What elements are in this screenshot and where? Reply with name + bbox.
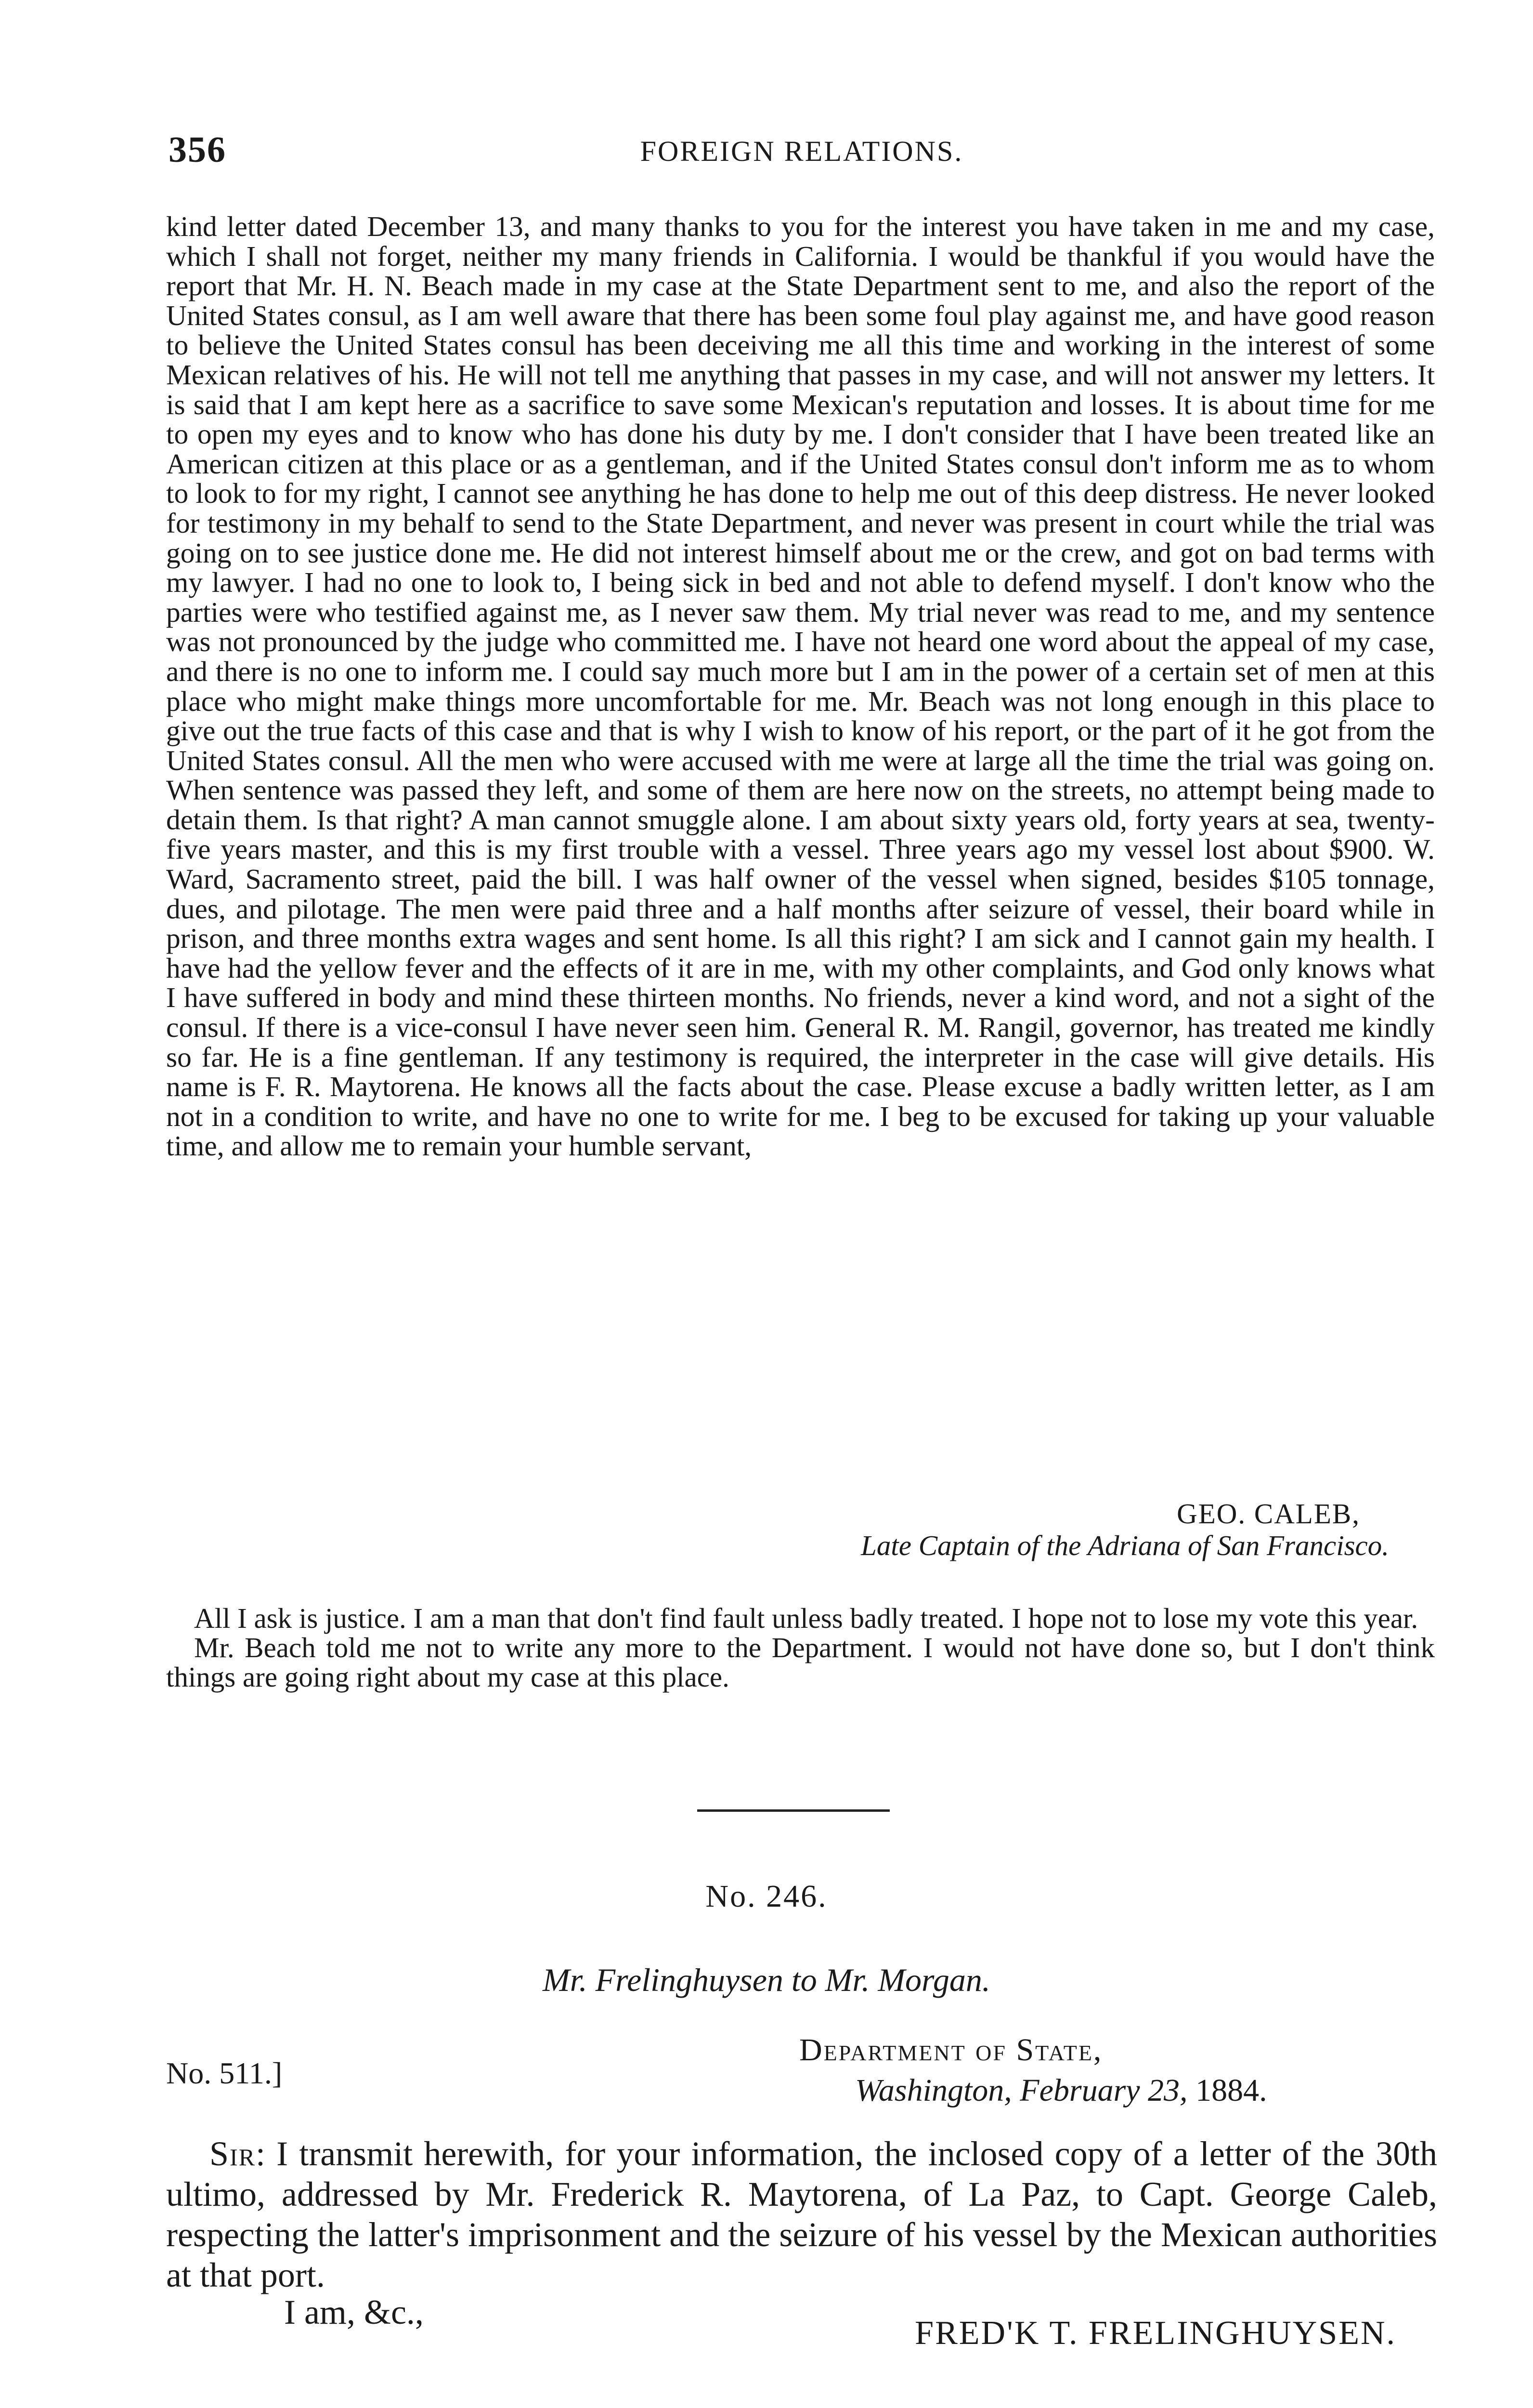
- salutation: Sir: [209, 2134, 256, 2173]
- postscript-paragraph: Mr. Beach told me not to write any more to the Department. I would not have done so, but I don't think things are going right about my case at this place.: [166, 1632, 1435, 1693]
- document-heading: Mr. Frelinghuysen to Mr. Morgan.: [543, 1962, 990, 1998]
- running-title: FOREIGN RELATIONS.: [640, 135, 963, 167]
- letter-signer: GEO. CALEB,: [1177, 1498, 1360, 1530]
- dispatch-paragraph: [166, 2133, 1437, 2295]
- dateline: [799, 2030, 1401, 2111]
- running-head: [169, 129, 1435, 172]
- section-divider: [697, 1809, 890, 1812]
- dateline-place: Washington, February 23,: [855, 2073, 1188, 2108]
- dispatch-text: : I transmit herewith, for your information, the inclosed copy of a letter of the 30th ultimo, addressed by Mr. Frederick R. Maytorena, of La Paz, to Capt. George Caleb, respecting the latter's imprisonment and the seizure of his vessel by the Mexican authorities at that port.: [166, 2134, 1437, 2294]
- dispatch-closing: I am, &c.,: [284, 2293, 424, 2331]
- page-number: 356: [169, 130, 226, 170]
- letter-paragraph: kind letter dated December 13, and many thanks to you for the interest you have taken in me and my case, which I shall not forget, neither my many friends in California. I would be thankful if you would have the report that Mr. H. N. Beach made in my case at the State Department sent to me, and also the report of the United States consul, as I am well aware that there has been some foul play against me, and have good reason to believe the United States consul has been deceiving me all this time and working in the interest of some Mexican relatives of his. He will not tell me anything that passes in my case, and will not answer my letters. It is said that I am kept here as a sacrifice to save some Mexican's reputation and losses. It is about time for me to open my eyes and to know who has done his duty by me. I don't consider that I have been treated like an American citizen at this place or as a gentleman, and if the United States consul don't inform me as to whom to look to for my right, I cannot see anything he has done to help me out of this deep distress. He never looked for testimony in my behalf to send to the State Department, and never was present in court while the trial was going on to see justice done me. He did not interest himself about me or the crew, and got on bad terms with my lawyer. I had no one to look to, I being sick in bed and not able to defend myself. I don't know who the parties were who testified against me, as I never saw them. My trial never was read to me, and my sentence was not pronounced by the judge who committed me. I have not heard one word about the appeal of my case, and there is no one to inform me. I could say much more but I am in the power of a certain set of men at this place who might make things more uncomfortable for me. Mr. Beach was not long enough in this place to give out the true facts of this case and that is why I wish to know of his report, or the part of it he got from the United States consul. All the men who were accused with me were at large all the time the trial was going on. When sentence was passed they left, and some of them are here now on the streets, no attempt being made to detain them. Is that right? A man cannot smuggle alone. I am about sixty years old, forty years at sea, twenty-five years master, and this is my first trouble with a vessel. Three years ago my vessel lost about $900. W. Ward, Sacramento street, paid the bill. I was half owner of the vessel when signed, besides $105 tonnage, dues, and pilotage. The men were paid three and a half months after seizure of vessel, their board while in prison, and three months extra wages and sent home. Is all this right? I am sick and I cannot gain my health. I have had the yellow fever and the effects of it are in me, with my other complaints, and God only knows what I have suffered in body and mind these thirteen months. No friends, never a kind word, and not a sight of the consul. If there is a vice-consul I have never seen him. General R. M. Rangil, governor, has treated me kindly so far. He is a fine gentleman. If any testimony is required, the interpreter in the case will give details. His name is F. R. Maytorena. He knows all the facts about the case. Please excuse a badly written letter, as I am not in a condition to write, and have no one to write for me. I beg to be excused for taking up your valuable time, and allow me to remain your humble servant,: [166, 210, 1435, 1162]
- document-number: No. 246.: [705, 1879, 828, 1914]
- letter-signoff: [166, 1498, 1435, 1561]
- dateline-place-date: [855, 2070, 1401, 2111]
- dispatch-signer: FRED'K T. FRELINGHUYSEN.: [915, 2315, 1396, 2352]
- letter-signer-title: Late Captain of the Adriana of San Francisco.: [861, 1530, 1389, 1561]
- dispatch-body: [166, 2133, 1437, 2295]
- letter-postscript: [166, 1604, 1435, 1692]
- letter-body: [166, 212, 1435, 1161]
- dateline-year: 1884.: [1195, 2073, 1267, 2108]
- postscript-paragraph: All I ask is justice. I am a man that don't find fault unless badly treated. I hope not to lose my vote this year.: [194, 1602, 1418, 1634]
- dateline-department: Department of State,: [799, 2032, 1103, 2068]
- dispatch-serial-number: No. 511.]: [166, 2056, 283, 2090]
